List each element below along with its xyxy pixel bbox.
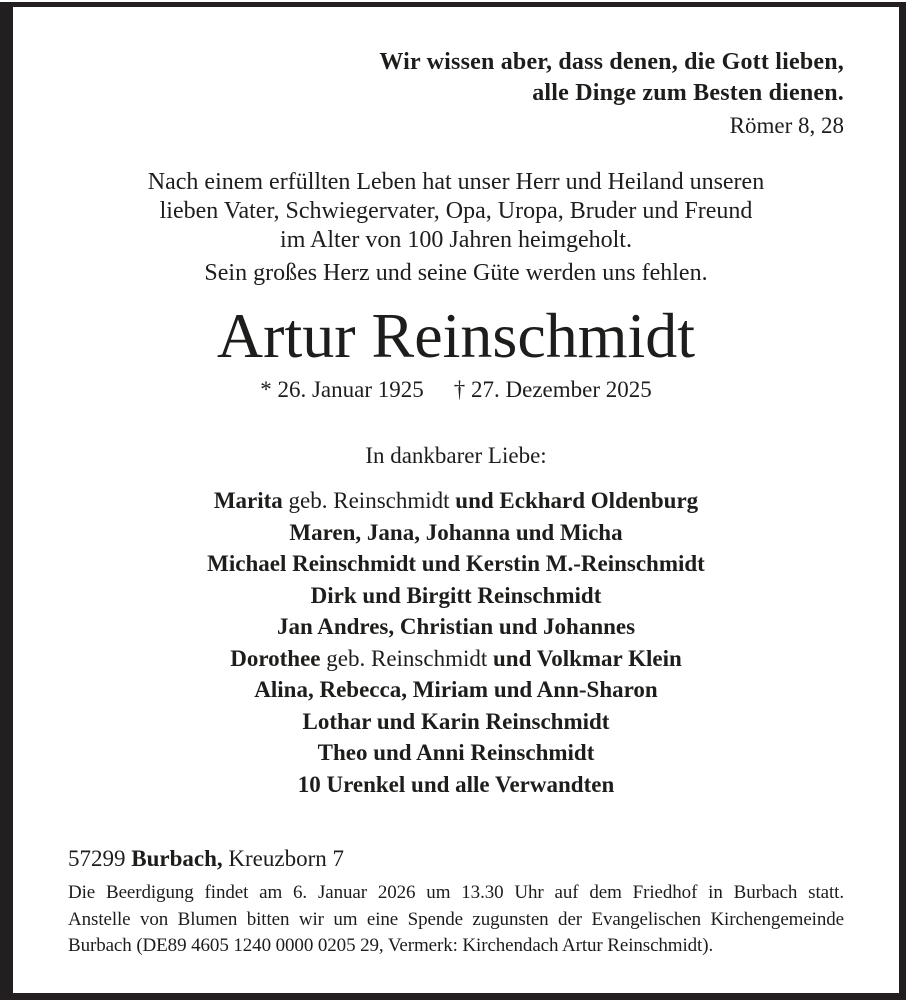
death-date: † 27. Dezember 2025 (453, 377, 652, 402)
mourner-bold: Lothar und Karin Reinschmidt (302, 708, 610, 734)
mourner-regular: geb. Reinschmidt (282, 488, 456, 513)
tribute-line: Sein großes Herz und seine Güte werden uns fehlen. (204, 260, 708, 286)
mourner-line (68, 485, 844, 517)
obituary-content (13, 7, 899, 960)
deceased-name: Artur Reinschmidt (216, 300, 696, 371)
intro-paragraph (68, 168, 844, 255)
mourner-regular: geb. Reinschmidt (320, 645, 493, 671)
mourner-line (68, 643, 844, 675)
intro-line-1: Nach einem erfüllten Leben hat unser Herr und Heiland unseren (147, 169, 765, 195)
mourner-line (68, 674, 844, 706)
mourner-bold: Dirk und Birgitt Reinschmidt (310, 582, 602, 608)
mourner-line (68, 769, 844, 801)
mourner-bold: Dorothee (230, 645, 321, 671)
mourner-bold: Theo und Anni Reinschmidt (317, 740, 595, 765)
mourner-bold: Jan Andres, Christian und Johannes (276, 614, 636, 639)
mourner-line (68, 517, 844, 549)
obituary-frame (0, 2, 906, 1000)
mourner-line (68, 611, 844, 643)
address-street: Kreuzborn 7 (228, 846, 344, 871)
mourner-bold: und Volkmar Klein (493, 645, 682, 671)
quote-line-2: alle Dinge zum Besten dienen. (532, 80, 844, 106)
address-line (68, 844, 844, 874)
mourners-list (68, 485, 844, 800)
funeral-info-line-1: Die Beerdigung findet am 6. Januar 2026 um 13.30 Uhr auf dem Friedhof in Burbach statt. (68, 882, 844, 903)
mourner-bold: Marita (213, 488, 283, 513)
scripture-quote (68, 47, 844, 140)
mourner-line (68, 706, 844, 738)
quote-source: Römer 8, 28 (729, 113, 844, 138)
intro-line-2: lieben Vater, Schwiegervater, Opa, Uropa, Bruder und Freund (159, 198, 753, 224)
life-dates (68, 375, 844, 405)
mourner-bold: 10 Urenkel und alle Verwandten (297, 771, 615, 797)
birth-date: * 26. Januar 1925 (260, 377, 424, 402)
mourner-bold: Alina, Rebecca, Miriam und Ann-Sharon (254, 677, 658, 702)
intro-line-3: im Alter von 100 Jahren heimgeholt. (280, 227, 632, 253)
mourning-heading: In dankbarer Liebe: (365, 443, 547, 468)
funeral-info (68, 880, 844, 960)
address-city: Burbach, (131, 846, 229, 871)
mourner-bold: Michael Reinschmidt und Kerstin M.-Reinschmidt (207, 551, 705, 576)
quote-line-1: Wir wissen aber, dass denen, die Gott lieben, (379, 49, 844, 75)
mourner-bold: Maren, Jana, Johanna und Micha (289, 519, 623, 545)
funeral-info-line-2: Anstelle von Blumen bitten wir um eine Spende zugunsten der Evangelischen Kirchengemeinde (68, 908, 844, 930)
mourner-line (68, 580, 844, 612)
funeral-info-line-3: Burbach (DE89 4605 1240 0000 0205 29, Vermerk: Kirchendach Artur Reinschmidt). (68, 935, 714, 956)
address-zip: 57299 (68, 846, 132, 871)
mourner-bold: und Eckhard Oldenburg (455, 488, 699, 513)
mourner-line (68, 737, 844, 769)
mourner-line (68, 548, 844, 580)
